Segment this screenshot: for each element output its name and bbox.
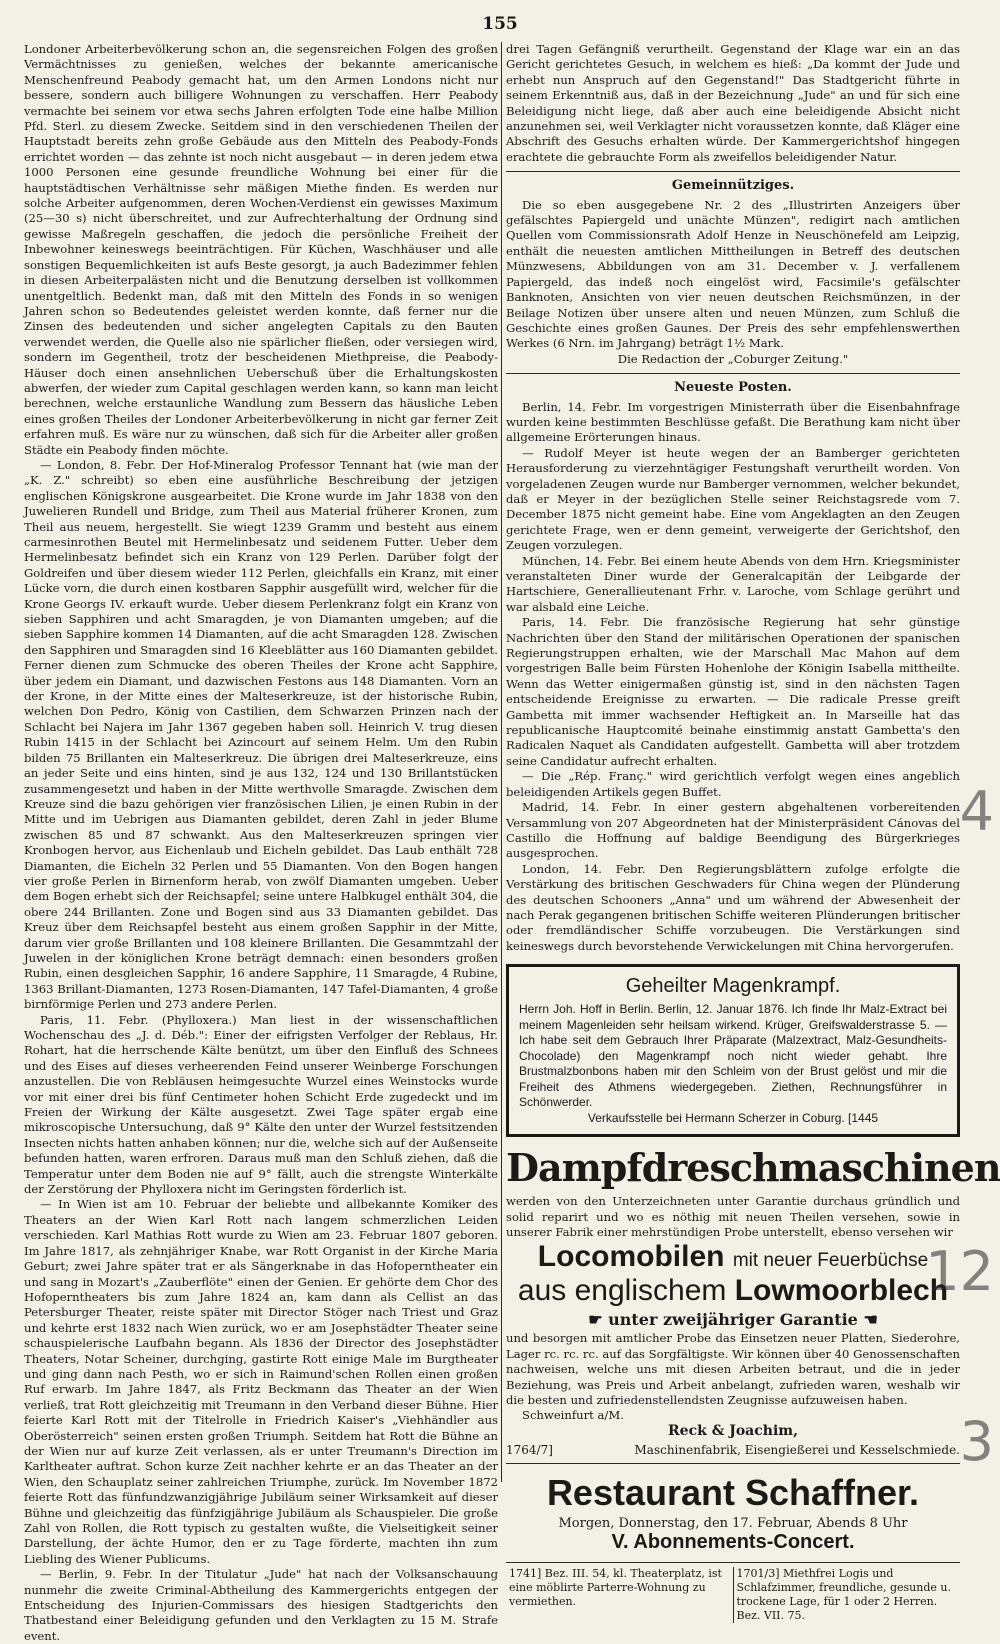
news-item: London, 14. Febr. Den Regierungsblättern zufolge erfolgte die Verstärkung des britischen Geschwaders für China wegen der Plünderung des deutschen Schooners „Anna" und um während der Abwesenheit der nach Perak gegangenen britischen Schiffe weiteren Plünderungen britischer oder fremdländischer Schiffe vorzubeugen. Die Verstärkungen sind keineswegs durch bevorstehende Verwickelungen mit China hervorgerufen. (506, 861, 960, 953)
ad-place: Schweinfurt a/M. (522, 1408, 624, 1423)
news-item: München, 14. Febr. Bei einem heute Abends von dem Hrn. Kriegsminister veranstalteten Diner wurde der Generalcapitän der Leibgarde der Hartschiere, Generallieutenant Frhr. v. Laroche, vom Schlage gerührt und war alsbald eine Leiche. (506, 553, 960, 614)
news-item: Madrid, 14. Febr. In einer gestern abgehaltenen vorbereitenden Versammlung von 207 Abgeordneten hat der Ministerpräsident Cánovas del Castillo die Hoffnung auf baldige Beendigung des Bürgerkrieges ausgesprochen. (506, 800, 960, 861)
news-item: Paris, 14. Febr. Die französische Regierung hat sehr günstige Nachrichten über den Stand der militärischen Operationen der spanischen Regierungstruppen erhalten, wie der Marschall Mac Mahon auf dem vorgestrigen Balle beim Fürsten Hohenlohe der Königin Isabella mittheilte. Wenn das Wetter einigermaßen günstig ist, sind in den nächsten Tagen entscheidende Ereignisse zu erwarten. — Die radicale Presse greift Gambetta mit immer wachsender Heftigkeit an. In Marseille hat das republicanische Hauptcomité beinahe einstimmig anstatt Gambetta's den Radicalen Naquet als Candidaten aufgestellt. Gambetta will aber trotzdem seine Candidatur aufrecht erhalten. (506, 615, 960, 768)
ad-footer: Verkaufsstelle bei Hermann Scherzer in Coburg. [1445 (587, 1110, 879, 1125)
ad-firm-footer: 1764/7] Maschinenfabrik, Eisengießerei und Kesselschmiede. (506, 1443, 960, 1458)
section-text: Die so eben ausgegebene Nr. 2 des „Illustrirten Anzeigers über gefälschtes Papiergeld und unächte Münzen", redigirt nach amtlichen Quellen vom Commissionsrath Adolf Henze in Neuschönefeld am Leipzig, enthält die neuesten amtlichen Mittheilungen in Betreff des deutschen Münzwesens, Abbildungen von am 31. December v. J. verfallenem Papiergeld, das indeß noch eingelöst wird, Facsimile's gefälschter Banknoten, Ansichten von vier neuen deutschen Reichsmünzen, in der Beilage Notizen über unsere alten und neuen Münzen, zum Schluß die Geschichte eines großen Gaunes. Der Preis des sehr empfehlenswerthen Werkes (6 Nrn. im Jahrgang) beträgt 1½ Mark. (506, 197, 960, 351)
article-berlin-jude: — Berlin, 9. Febr. In der Titulatur „Jude" hat nach der Volksanschauung nunmehr die zweite Criminal-Abtheilung des Kammergerichts entgegen der Entscheidung des Injurien-Commissars des hiesigen Stadtgerichts den Thatbestand einer Beleidigung gefunden und den Verklagten zu 15 M. Strafe event. (24, 1567, 498, 1643)
classified-ads (506, 1562, 960, 1623)
margin-mark: 4 (959, 780, 994, 843)
ad-dampfdreschmaschinen (506, 1145, 1000, 1458)
ad-concert: V. Abonnements-Concert. (611, 1531, 855, 1554)
article-karl-rott: — In Wien ist am 10. Februar der beliebte und allbekannte Komiker des Theaters an der Wien Karl Rott nach langem schmerzlichen Leiden verschieden. Karl Mathias Rott wurde zu Wien am 23. Februar 1807 geboren. Im Jahre 1817, als zehnjähriger Knabe, war Rott Organist in der Kirche Maria Geburt; zwei Jahre später trat er als Sängerknabe in das Hofoperntheater ein und sang in Mozart's „Zauberflöte" einen der Genien. Er gehörte dem Chor des Hofoperntheaters bis zum Jahre 1824 an, kam dann als Cellist an das Petersburger Theater, reiste später mit Director Stöger nach Triest und Graz und kehrte erst 1832 nach Wien zurück, wo er am Josephstädter Theater seine schauspielerische Laufbahn begann. Als 1836 der Director des Josephstädter Theaters, Notar Scheiner, durchging, gastirte Rott einige Male im Burgtheater und ging dann nach Pesth, wo er sich in Raimund'schen Rollen einen großen Ruf erwarb. Im Jahre 1847, als Fritz Beckmann das Theater an der Wien verließ, trat Rott gleichzeitig mit Treumann in den Verband dieser Bühne. Hier feierte Karl Rott mit der Titelrolle in Friedrich Kaiser's „Viehhändler aus Oberösterreich" seinen ersten großen Triumph. Seitdem hat Rott die Bühne an der Wien nur auf kurze Zeit verlassen, als er unter Treumann's Direction im Karltheater auftrat. Schon kurze Zeit nachher kehrte er an das Theater an der Wien, den Schauplatz seiner zahlreichen Triumphe, zurück. Im November 1872 feierte Rott das fünfundzwanzigjährige Jubiläum seiner Wirksamkeit auf dieser Bühne und gleichzeitig das fünfzigjährige Jubiläum als Schauspieler. Die große Zahl von Rollen, die Rott typisch zu gestalten wußte, die Vielseitigkeit seiner Darstellung, der ächte Humor, den er zu Tage förderte, machten ihn zum Liebling des Wiener Publicums. (24, 1197, 498, 1566)
article-continuation: drei Tagen Gefängniß verurtheilt. Gegenstand der Klage war ein an das Gericht gerichtetes Gesuch, in welchem es hieß: „Da kommt der Jude und erhebt nun Anspruch auf den Gegenstand!" Das Stadtgericht führte in seinem Erkenntniß aus, daß in der Bezeichnung „Jude" an und für sich eine Beleidigung nicht liege, daß aber auch eine beleidigende Absicht nicht anzunehmen sei, weil Verklagter nicht voraussetzen konnte, daß Kläger eine Abschrift des Gesuchs erhalten würde. Der Kammergerichtshof hingegen erachtete die gebrauchte Form als zweifellos beleidigender Natur. (506, 42, 960, 164)
ad-firm: Reck & Joachim, (668, 1422, 798, 1439)
ad-text: werden von den Unterzeichneten unter Garantie durchaus gründlich und solid reparirt und wo es nöthig mit neuen Theilen versehen, sowie in unserer Fabrik einer mehrstündigen Probe unterstellt, ebenso versehen wir (506, 1194, 960, 1239)
section-title: Neueste Posten. (674, 380, 792, 396)
ad-title: Geheilter Magenkrampf. (625, 975, 841, 998)
ad-title: Dampfdreschmaschinen (506, 1145, 1000, 1191)
news-item: — Rudolf Meyer ist heute wegen der an Bamberger gerichteten Herausforderung zu vierzehntägiger Festungshaft verurtheilt worden. Von vorgeladenen Zeugen wurde nur Bamberger vernommen, welcher bekundet, daß er Meyer in der bezüglichen Stelle seiner Reichstagsrede vom 7. December 1875 nicht gemeint habe. Eine vom Angeklagten an den Zeugen gerichtete Frage, wen er denn gemeint, verweigerte der Gerichtshof, den Zeugen vorzulegen. (506, 445, 960, 553)
section-signature: Die Redaction der „Coburger Zeitung." (617, 351, 849, 366)
classified-ad: 1741] Bez. III. 54, kl. Theaterplatz, ist eine möblirte Parterre-Wohnung zu vermiethen. (509, 1567, 722, 1609)
page-number: 155 (482, 14, 518, 34)
article-peabody: Londoner Arbeiterbevölkerung schon an, die segensreichen Folgen des großen Vermächtnisses zu genießen, welches der bekannte americanische Menschenfreund Peabody gemacht hat, um den Armen Londons nicht nur bessere, sondern auch billigere Wohnungen zu verschaffen. Herr Peabody vermachte bei seinem vor etwa sechs Jahren erfolgten Tode eine halbe Million Pfd. Sterl. zu diesem Zwecke. Seitdem sind in den verschiedenen Theilen der Hauptstadt bereits zehn große Gebäude aus den Mitteln des Peabody-Fonds errichtet worden — das zehnte ist noch nicht ausgebaut — in deren jedem etwa 1000 Personen eine gesunde freundliche Wohnung bei einer für die hauptstädtischen Verhältnisse sehr mäßigen Miethe finden. Es werden nur solche Arbeiter aufgenommen, deren Wochen-Verdienst ein gewisses Maximum (25—30 s) nicht überschreitet, und zur Aufrechterhaltung der Ordnung sind gewisse Maßregeln geschaffen, die jedoch die persönliche Freiheit der Inbewohner keineswegs beeinträchtigen. Für Küchen, Waschhäuser und alle sonstigen Bequemlichkeiten ist aufs Beste gesorgt, ja auch Badezimmer fehlen in diesen Arbeiterpalästen nicht und die Benutzung derselben ist vollkommen unentgeltlich. Bedenkt man, daß mit den Mitteln des Fonds in so wenigen Jahren schon so Bedeutendes geleistet werden konnte, daß ferner nur die Zinsen des bedeutenden und sicher angelegten Capitals zu den Bauten verwendet werden, die Quelle also nie spärlicher fließen, oder versiegen wird, sondern im Gegentheil, trotz der bescheidenen Miethpreise, die Peabody-Häuser doch einen ansehnlichen Ueberschuß über die Erhaltungskosten abwerfen, der wieder zum Capital geschlagen werden kann, so kann man leicht berechnen, welche erstaunliche Wandlung zum Bessern das häusliche Leben eines großen Theiles der Londoner Arbeiterbevölkerung in nicht gar ferner Zeit erfahren muß. Es wäre nur zu wünschen, daß sich für die Arbeiter aller großen Städte ein Peabody finden möchte. (24, 42, 498, 457)
section-title: Gemeinnütziges. (671, 178, 795, 194)
ad-garantie: ☛ unter zweijähriger Garantie ☚ (588, 1310, 878, 1330)
ad-magenkrampf (506, 964, 960, 1137)
section-gemeinnuetziges (506, 178, 960, 367)
pointing-hand-icon: ☚ (863, 1310, 878, 1330)
news-item: Berlin, 14. Febr. Im vorgestrigen Ministerrath über die Eisenbahnfrage wurden keine bestimmten Beschlüsse gefaßt. Die Berathung kam nicht über allgemeine Erörterungen hinaus. (506, 399, 960, 445)
ad-date: Morgen, Donnerstag, den 17. Februar, Abends 8 Uhr (558, 1516, 908, 1532)
ad-text: und besorgen mit amtlicher Probe das Einsetzen neuer Platten, Siederohre, Lager rc. rc. rc. auf das Sorgfältigste. Wir können über 40 Genossenschaften nachweisen, welche uns mit diesen Arbeiten betraut, und die in jeder Beziehung, was Preis und Arbeit anbelangt, zufrieden waren, weshalb wir die besten und zufriedenstellendsten Zeugnisse aufzuweisen haben. (506, 1331, 961, 1407)
ad-text: Herrn Joh. Hoff in Berlin. Berlin, 12. Januar 1876. Ich finde Ihr Malz-Extract bei meinem Magenleiden sehr heilsam wirkend. Krüger, Greifswalderstrasse 5. — Ich habe seit dem Gebrauch Ihrer Präparate (Malzextract, Malz-Gesundheits-Chocolade) den Magenkrampf noch nicht wieder gehabt. Ihre Brustmalzbonbons haben mir den Schleim von der Brust gelöst und mir die Freiheit des Athmens wiedergegeben. Ziethen, Rechnungsführer in Schönwerder. (519, 1002, 947, 1110)
ad-title: Restaurant Schaffner. (546, 1472, 920, 1514)
left-column (24, 42, 498, 1643)
article-phylloxera: Paris, 11. Febr. (Phylloxera.) Man liest in der wissenschaftlichen Wochenschau des „J. d. Déb.": Einer der eifrigsten Verfolger der Reblaus, Hr. Rohart, hat die herrschende Kälte benützt, um über den Einfluß des Schnees und des Eises auf dieses verheerenden Feind unserer Weinberge Forschungen anzustellen. Die von Rebläusen heimgesuchte Wurzel eines Weinstocks wurde vor mit einer drei bis fünf Centimeter hohen Schicht Erde zugedeckt und im Freien der Wirkung der Kälte ausgesetzt. Zwei Tage später ergab eine mikroscopische Untersuchung, daß 9° Kälte den unter der Wurzel festsitzenden Insecten nichts hatten anhaben können; nur die, welche sich auf der Außenseite befunden hatten, waren erfroren. Daraus muß man den Schluß ziehen, daß die Temperatur unter dem Boden nie auf 9° fällt, auch die strengste Winterkälte der Zerstörung der Phylloxera nicht im Geringsten förderlich ist. (24, 1012, 498, 1197)
pointing-hand-icon: ☛ (588, 1310, 603, 1330)
ad-restaurant (506, 1472, 960, 1554)
margin-mark: 3 (959, 1410, 994, 1473)
section-neueste-posten (506, 380, 960, 954)
classified-ad: 1701/3] Miethfrei Logis und Schlafzimmer, freundliche, gesunde u. trockene Lage, für 1 oder 2 Herren. Bez. VII. 75. (733, 1567, 961, 1623)
column-divider (501, 42, 502, 1482)
right-column (506, 42, 1000, 1623)
margin-mark: 12 (925, 1240, 994, 1303)
article-crown: — London, 8. Febr. Der Hof-Mineralog Professor Tennant hat (wie man der „K. Z." schreibt) so eben eine ausführliche Beschreibung der jetzigen englischen Königskrone ausgearbeitet. Die Krone wurde im Jahr 1838 von den Juwelieren Rundell und Bridge, zum Theil aus Material früherer Kronen, zum Theil aus neuem, hergestellt. Sie wiegt 1239 Gramm und besteht aus einem carmesinrothen Beutel mit Hermelinbesatz und seidenem Futter. Ueber dem Hermelinbesatz befindet sich ein Kranz von 129 Perlen. Darüber folgt der Goldreifen und über diesem wieder 112 Perlen, gleichfalls ein Kranz, mit einer Lücke vorn, die durch einen kostbaren Sapphir ausgefüllt wird, welcher für die Krone Georgs IV. erkauft wurde. Ueber diesem Perlenkranz folgt ein Kranz von sieben Sapphiren und acht Smaragden, je von Diamanten umgeben; auf die sieben Sapphire kommen 14 Diamanten, auf die acht Smaragden 128. Zwischen den Sapphiren und Smaragden sind 16 Kleeblätter aus 160 Diamanten gebildet. Ferner dienen zum Schmucke des oberen Theiles der Krone acht Sapphire, über jedem ein Diamant, und dazwischen Festons aus 148 Diamanten. Vorn an der Krone, in der Mitte eines der Malteserkreuze, ist der historische Rubin, welchen Don Pedro, König von Castilien, dem Schwarzen Prinzen nach der Schlacht bei Najera im Jahr 1367 gegeben haben soll. Heinrich V. trug diesen Rubin 1415 in der Schlacht bei Azincourt auf seinem Helm. Um den Rubin bilden 75 Brillanten ein Malteserkreuz. Die übrigen drei Malteserkreuze, eins an jeder Seite und eins hinten, sind je aus 132, 124 und 130 Brillantstücken zusammengesetzt und haben in der Mitte werthvolle Smaragde. Zwischen dem Kreuze sind die bazu gehörigen vier französischen Lilien, je einen Rubin in der Mitte und im Uebrigen aus Diamanten gebildet, deren Zahl in jeder Blume zwischen 85 und 87 schwankt. Aus den Malteserkreuzen springen vier Kronbogen hervor, aus Eichenlaub und Eicheln gebildet. Das Laub enthält 728 Diamanten, die Eicheln 32 Perlen und 55 Diamanten. Von den Bogen hangen vier große Perlen in Birnenform herab, von zwölf Diamanten umgeben. Ueber dem Bogen erhebt sich der Reichsapfel; seine untere Halbkugel enthält 304, die obere 244 Brillanten. Zone und Bogen sind aus 33 Diamanten gebildet. Das Kreuz über dem Reichsapfel besteht aus einem großen Sapphir in der Mitte, darum vier große Brillanten und 108 kleinere Brillanten. Die Gesammtzahl der Juwelen in der königlichen Krone beträgt demnach: einen besonders großen Rubin, einen desgleichen Sapphir, 16 andere Sapphire, 11 Smaragde, 4 Rubine, 1363 Brillant-Diamanten, 1273 Rosen-Diamanten, 147 Tafel-Diamanten, 4 große birnförmige Perlen und 273 andere Perlen. (24, 457, 498, 1012)
separator (506, 171, 960, 172)
ad-locomobilen: Locomobilen mit neuer Feuerbüchse aus englischem Lowmoorblech (517, 1240, 949, 1308)
separator (506, 373, 960, 374)
news-item: — Die „Rép. Franç." wird gerichtlich verfolgt wegen eines angeblich beleidigenden Artikels gegen Buffet. (506, 769, 960, 799)
separator (506, 1463, 960, 1464)
